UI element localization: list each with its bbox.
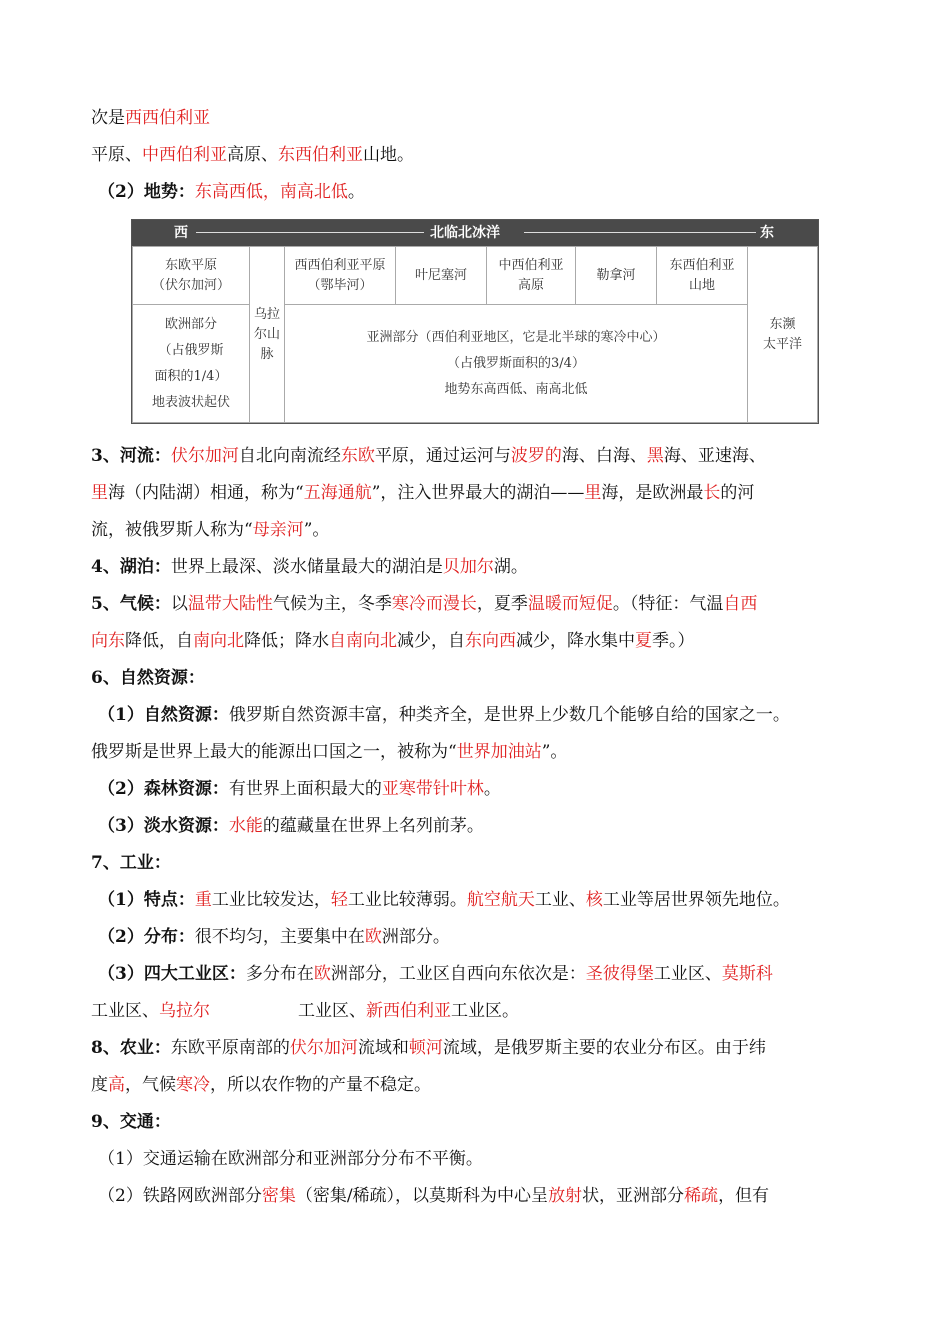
text: 度 <box>91 1075 108 1095</box>
text: 工业区、 <box>91 1001 159 1021</box>
text: 海、亚速海、 <box>663 446 766 466</box>
text: 俄罗斯是世界上最大的能源出口国之一，被称为“ <box>91 742 457 762</box>
answer: 里 <box>91 483 108 503</box>
terrain-line <box>91 174 861 211</box>
section-agriculture <box>91 1030 861 1104</box>
text: 流，被俄罗斯人称为“ <box>91 520 253 540</box>
text: 平原、 <box>91 145 142 165</box>
answer: 重 <box>194 890 212 910</box>
table-body <box>132 246 818 423</box>
answer: 波罗的 <box>510 446 562 466</box>
section-climate <box>91 586 861 660</box>
answer: 亚寒带针叶林 <box>381 779 484 799</box>
text: 多分布在 <box>245 964 314 984</box>
answer: 里 <box>584 483 602 503</box>
answer: 圣彼得堡 <box>585 964 654 984</box>
subheading: （2）森林资源： <box>98 779 229 799</box>
answer: 乌拉尔 <box>159 1001 210 1021</box>
text: 以 <box>170 594 188 614</box>
terrain-table <box>131 219 819 424</box>
answer: 东向西 <box>465 631 516 651</box>
text: ”。 <box>303 520 330 540</box>
answer: 向东 <box>91 631 125 651</box>
text: ”。 <box>541 742 568 762</box>
text: ，所以农作物的产量不稳定。 <box>210 1075 431 1095</box>
table-header <box>132 220 818 246</box>
text: 很不均匀，主要集中在 <box>194 927 365 947</box>
text: 减少，自 <box>397 631 465 651</box>
text: 高原、 <box>227 145 278 165</box>
table-cell: 亚洲部分（西伯利亚地区，它是北半球的寒冷中心） （占俄罗斯面积的3/4） 地势东高西低、南高北低 <box>285 305 748 423</box>
text: 状，亚洲部分 <box>582 1186 685 1206</box>
header-center: 北临北冰洋 <box>430 225 500 241</box>
text: 世界上最深、淡水储量最大的湖泊是 <box>170 557 443 577</box>
answer: 顿河 <box>408 1038 443 1058</box>
text: 工业区。 <box>451 1001 519 1021</box>
text: 有世界上面积最大的 <box>228 779 382 799</box>
text: 工业区、 <box>653 964 722 984</box>
text: 工业、 <box>534 890 586 910</box>
text: 海、白海、 <box>561 446 647 466</box>
answer: 南向北 <box>193 631 244 651</box>
section-heading: 3、河流： <box>91 446 171 466</box>
header-east: 东 <box>760 225 774 241</box>
text: 俄罗斯自然资源丰富，种类齐全，是世界上少数几个能够自给的国家之一。 <box>228 705 790 725</box>
text: ，气候 <box>125 1075 176 1095</box>
resources-forest <box>91 771 861 808</box>
text: 自北向南流经 <box>238 446 341 466</box>
text: 。 <box>347 182 365 202</box>
answer: 核 <box>585 890 603 910</box>
section-lakes <box>91 549 861 586</box>
subheading: （2）分布： <box>98 927 195 947</box>
section-transport-heading: 9、交通： <box>91 1112 171 1132</box>
table-cell: 乌拉 尔山 脉 <box>250 247 285 423</box>
table-cell: 欧洲部分 （占俄罗斯 面积的1/4） 地表波状起伏 <box>133 305 250 423</box>
answer: 自西 <box>723 594 758 614</box>
answer: 东西伯利亚 <box>278 145 363 165</box>
line-1 <box>91 100 861 137</box>
section-heading: 8、农业： <box>91 1038 171 1058</box>
text: 减少，降水集中 <box>516 631 635 651</box>
subheading: （1）自然资源： <box>98 705 229 725</box>
resources-natural-cont <box>91 734 861 771</box>
answer: 伏尔加河 <box>289 1038 358 1058</box>
line-2 <box>91 137 861 174</box>
text: 流域和 <box>357 1038 409 1058</box>
subheading: （1）特点： <box>98 890 195 910</box>
text: ，夏季 <box>476 594 528 614</box>
answer: 夏 <box>635 631 652 651</box>
text: 湖。 <box>493 557 528 577</box>
table-cell: 东西伯利亚 山地 <box>657 247 748 305</box>
resources-water <box>91 808 861 845</box>
subheading: （3）淡水资源： <box>98 816 229 836</box>
text: 的河 <box>720 483 755 503</box>
answer: 轻 <box>330 890 348 910</box>
text: 气候为主，冬季 <box>272 594 392 614</box>
answer: 贝加尔 <box>442 557 494 577</box>
table-cell: 西西伯利亚平原 （鄂毕河） <box>285 247 396 305</box>
answer: 高 <box>108 1075 125 1095</box>
text: 流域，是俄罗斯主要的农业分布区。由于纬 <box>442 1038 766 1058</box>
table-cell: 东欧平原 （伏尔加河） <box>133 247 250 305</box>
text: ，但有 <box>718 1186 770 1206</box>
text: 。 <box>483 779 501 799</box>
transport-2 <box>91 1178 861 1215</box>
text: ”，注入世界最大的湖泊—— <box>371 483 585 503</box>
answer: 欧 <box>313 964 331 984</box>
subheading: （2）地势： <box>98 182 195 202</box>
text: 海，是欧洲最 <box>601 483 704 503</box>
text: 。（特征：气温 <box>612 594 724 614</box>
text: 的蕴藏量在世界上名列前茅。 <box>262 816 484 836</box>
answer: 东欧 <box>340 446 375 466</box>
industry-features <box>91 882 861 919</box>
text: 东欧平原南部的 <box>170 1038 290 1058</box>
answer: 寒冷 <box>176 1075 210 1095</box>
answer: 温带大陆性 <box>187 594 273 614</box>
industry-distribution <box>91 919 861 956</box>
answer: 航空航天 <box>466 890 535 910</box>
transport-1: （1）交通运输在欧洲部分和亚洲部分分布不平衡。 <box>98 1149 483 1169</box>
text: 山地。 <box>363 145 414 165</box>
answer: 莫斯科 <box>721 964 773 984</box>
header-west: 西 <box>174 225 188 241</box>
answer: 自南向北 <box>329 631 397 651</box>
subheading: （3）四大工业区： <box>98 964 246 984</box>
answer: 五海通航 <box>303 483 372 503</box>
answer: 长 <box>703 483 721 503</box>
text: 降低；降水 <box>244 631 329 651</box>
table-cell: 中西伯利亚 高原 <box>487 247 576 305</box>
text: （密集/稀疏），以莫斯科为中心呈 <box>295 1186 549 1206</box>
section-resources-heading: 6、自然资源： <box>91 668 205 688</box>
table-cell: 东濒 太平洋 <box>748 247 818 423</box>
text: 工业比较发达， <box>211 890 331 910</box>
text: 洲部分，工业区自西向东依次是： <box>330 964 586 984</box>
industry-regions-cont <box>91 993 861 1030</box>
answer: 黑 <box>646 446 664 466</box>
text: 工业区、 <box>298 1001 366 1021</box>
answer: 中西伯利亚 <box>142 145 227 165</box>
answer: 东高西低，南高北低 <box>194 182 348 202</box>
answer: 密集 <box>261 1186 296 1206</box>
text: 平原，通过运河与 <box>374 446 511 466</box>
answer: 母亲河 <box>252 520 304 540</box>
table-cell: 勒拿河 <box>576 247 657 305</box>
section-industry-heading: 7、工业： <box>91 853 171 873</box>
text: 次是 <box>91 108 125 128</box>
text: 海（内陆湖）相通，称为“ <box>108 483 304 503</box>
resources-natural <box>91 697 861 734</box>
text: 降低，自 <box>125 631 193 651</box>
section-heading: 4、湖泊： <box>91 557 171 577</box>
text: （2）铁路网欧洲部分 <box>98 1186 262 1206</box>
answer: 水能 <box>228 816 263 836</box>
answer: 伏尔加河 <box>170 446 239 466</box>
answer: 寒冷而漫长 <box>391 594 477 614</box>
industry-regions <box>91 956 861 993</box>
text: 洲部分。 <box>381 927 450 947</box>
answer: 新西伯利亚 <box>366 1001 451 1021</box>
text: 季。） <box>652 631 695 651</box>
section-heading: 5、气候： <box>91 594 171 614</box>
document-body <box>91 100 861 1215</box>
text: 工业等居世界领先地位。 <box>602 890 790 910</box>
answer: 温暖而短促 <box>527 594 613 614</box>
answer: 稀疏 <box>684 1186 719 1206</box>
answer: 放射 <box>548 1186 583 1206</box>
answer: 世界加油站 <box>456 742 542 762</box>
section-rivers <box>91 438 861 549</box>
table-cell: 叶尼塞河 <box>396 247 487 305</box>
answer: 欧 <box>364 927 382 947</box>
answer: 西西伯利亚 <box>125 108 210 128</box>
text: 工业比较薄弱。 <box>347 890 467 910</box>
